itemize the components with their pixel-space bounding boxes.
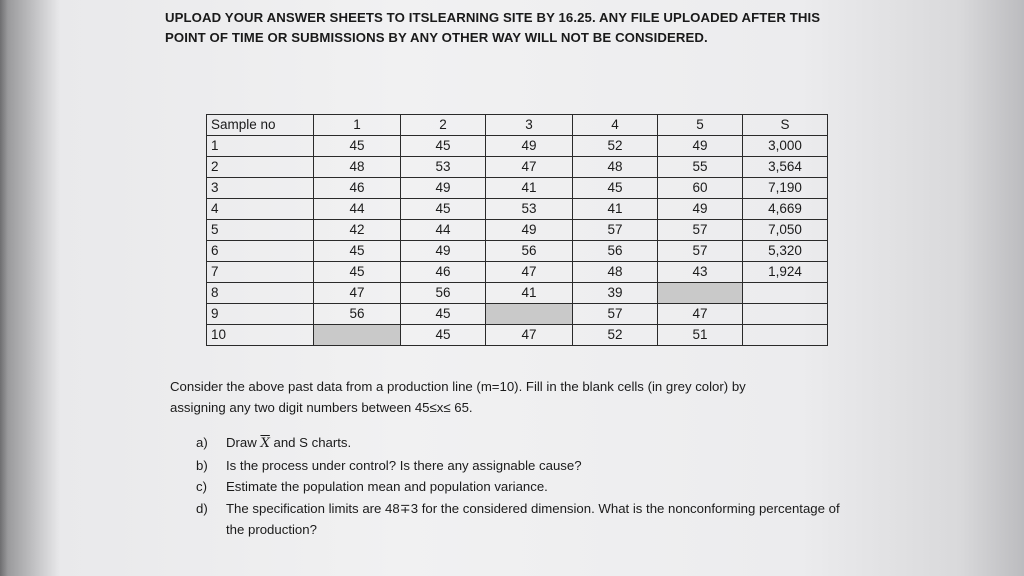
value-cell: 45 xyxy=(401,304,486,325)
value-cell: 45 xyxy=(401,325,486,346)
sample-number-cell: 10 xyxy=(207,325,314,346)
table-row xyxy=(207,304,828,325)
sample-number-cell: 2 xyxy=(207,157,314,178)
value-cell: 48 xyxy=(573,157,658,178)
value-cell: 45 xyxy=(401,136,486,157)
problem-line-2: assigning any two digit numbers between 45≤x≤ 65. xyxy=(170,400,473,415)
question-text: Is the process under control? Is there any assignable cause? xyxy=(226,457,582,473)
value-cell xyxy=(743,304,828,325)
value-cell: 3,000 xyxy=(743,136,828,157)
value-cell: 56 xyxy=(486,241,573,262)
value-cell: 45 xyxy=(314,262,401,283)
column-header: 3 xyxy=(486,115,573,136)
column-header: 2 xyxy=(401,115,486,136)
table-row xyxy=(207,241,828,262)
sample-number-cell: 6 xyxy=(207,241,314,262)
value-cell: 47 xyxy=(658,304,743,325)
value-cell: 47 xyxy=(486,262,573,283)
xbar-symbol: $\overline{X}$ xyxy=(260,436,270,451)
value-cell: 39 xyxy=(573,283,658,304)
question-marker: c) xyxy=(196,479,207,494)
value-cell: 55 xyxy=(658,157,743,178)
value-cell: 49 xyxy=(401,241,486,262)
value-cell: 56 xyxy=(573,241,658,262)
value-cell: 57 xyxy=(573,304,658,325)
problem-statement xyxy=(170,376,850,418)
value-cell: 44 xyxy=(401,220,486,241)
value-cell: 47 xyxy=(486,157,573,178)
value-cell: 56 xyxy=(401,283,486,304)
sample-number-cell: 5 xyxy=(207,220,314,241)
value-cell: 48 xyxy=(314,157,401,178)
problem-line-1: Consider the above past data from a production line (m=10). Fill in the blank cells (in grey color) by xyxy=(170,379,746,394)
instruction-line-1: UPLOAD YOUR ANSWER SHEETS TO ITSLEARNING SITE BY 16.25. ANY FILE UPLOADED AFTER THIS xyxy=(165,10,821,25)
value-cell: 48 xyxy=(573,262,658,283)
value-cell: 52 xyxy=(573,325,658,346)
question-marker: a) xyxy=(196,435,208,450)
question-a xyxy=(196,432,856,455)
value-cell: 56 xyxy=(314,304,401,325)
table-row xyxy=(207,136,828,157)
value-cell: 49 xyxy=(658,199,743,220)
question-marker: b) xyxy=(196,457,208,473)
value-cell: 45 xyxy=(401,199,486,220)
table-row xyxy=(207,178,828,199)
value-cell: 47 xyxy=(314,283,401,304)
value-cell: 41 xyxy=(486,178,573,199)
instruction-line-2: POINT OF TIME OR SUBMISSIONS BY ANY OTHER WAY WILL NOT BE CONSIDERED. xyxy=(165,30,708,45)
value-cell: 46 xyxy=(314,178,401,199)
sample-number-cell: 8 xyxy=(207,283,314,304)
value-cell: 5,320 xyxy=(743,241,828,262)
blank-grey-cell xyxy=(314,325,401,346)
column-header: 1 xyxy=(314,115,401,136)
value-cell: 49 xyxy=(658,136,743,157)
sample-number-cell: 9 xyxy=(207,304,314,325)
value-cell: 49 xyxy=(486,136,573,157)
value-cell: 60 xyxy=(658,178,743,199)
table-row xyxy=(207,262,828,283)
question-text-end: and S charts. xyxy=(269,435,352,450)
blank-grey-cell xyxy=(658,283,743,304)
value-cell: 52 xyxy=(573,136,658,157)
table-row xyxy=(207,220,828,241)
value-cell: 51 xyxy=(658,325,743,346)
question-text: The specification limits are 48∓3 for the considered dimension. What is the nonconforming percentage of the production? xyxy=(226,500,840,537)
value-cell: 49 xyxy=(401,178,486,199)
question-text: Estimate the population mean and population variance. xyxy=(226,479,548,494)
value-cell: 7,190 xyxy=(743,178,828,199)
value-cell: 44 xyxy=(314,199,401,220)
column-header: 4 xyxy=(573,115,658,136)
value-cell: 3,564 xyxy=(743,157,828,178)
table-row xyxy=(207,157,828,178)
column-header: S xyxy=(743,115,828,136)
question-text: Draw xyxy=(226,435,261,450)
value-cell: 57 xyxy=(658,220,743,241)
column-header: Sample no xyxy=(207,115,314,136)
upload-instructions xyxy=(165,8,865,48)
question-b xyxy=(196,455,856,477)
value-cell: 4,669 xyxy=(743,199,828,220)
question-marker: d) xyxy=(196,500,208,516)
value-cell: 45 xyxy=(314,241,401,262)
table-row xyxy=(207,283,828,304)
column-header: 5 xyxy=(658,115,743,136)
value-cell: 42 xyxy=(314,220,401,241)
value-cell: 49 xyxy=(486,220,573,241)
value-cell: 53 xyxy=(401,157,486,178)
sample-number-cell: 4 xyxy=(207,199,314,220)
value-cell: 57 xyxy=(573,220,658,241)
sample-number-cell: 7 xyxy=(207,262,314,283)
value-cell xyxy=(743,283,828,304)
sample-data-table xyxy=(206,114,828,346)
value-cell: 41 xyxy=(486,283,573,304)
question-c xyxy=(196,476,856,498)
value-cell: 46 xyxy=(401,262,486,283)
value-cell: 7,050 xyxy=(743,220,828,241)
table-row xyxy=(207,325,828,346)
value-cell: 57 xyxy=(658,241,743,262)
question-d xyxy=(196,498,856,541)
value-cell: 43 xyxy=(658,262,743,283)
table-row xyxy=(207,199,828,220)
question-list xyxy=(196,432,856,541)
blank-grey-cell xyxy=(486,304,573,325)
value-cell: 53 xyxy=(486,199,573,220)
value-cell xyxy=(743,325,828,346)
table-header-row xyxy=(207,115,828,136)
value-cell: 1,924 xyxy=(743,262,828,283)
value-cell: 41 xyxy=(573,199,658,220)
value-cell: 45 xyxy=(573,178,658,199)
sample-number-cell: 1 xyxy=(207,136,314,157)
sample-number-cell: 3 xyxy=(207,178,314,199)
value-cell: 47 xyxy=(486,325,573,346)
value-cell: 45 xyxy=(314,136,401,157)
